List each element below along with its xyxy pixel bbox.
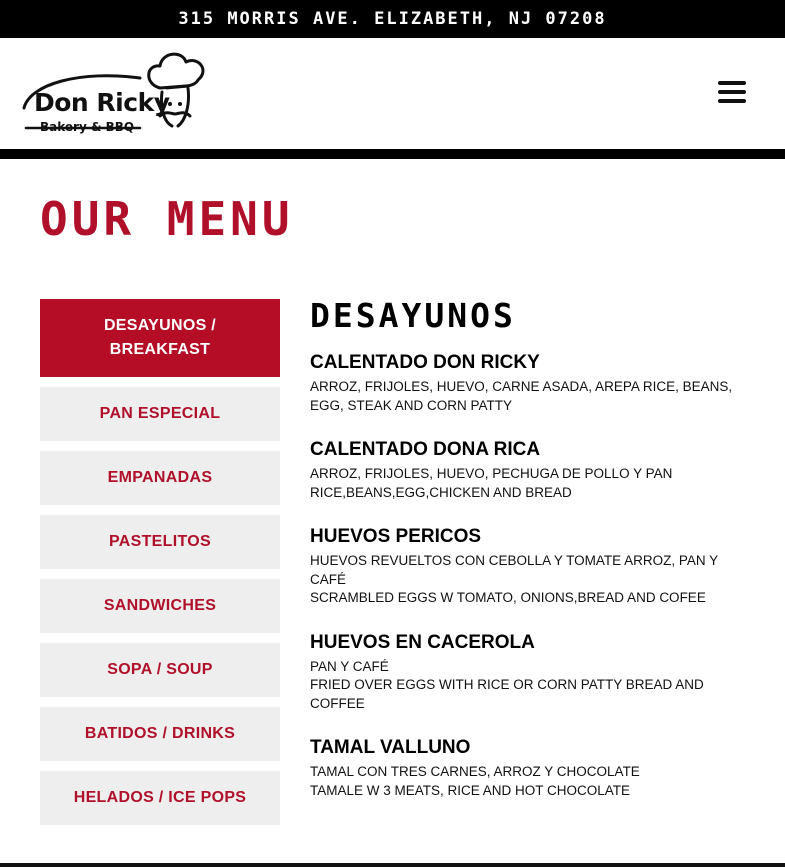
menu-bar — [718, 99, 746, 103]
site-header — [0, 38, 785, 149]
menu-bar — [718, 81, 746, 85]
footer-divider — [0, 863, 785, 867]
tab-pan-especial[interactable]: PAN ESPECIAL — [40, 387, 280, 441]
menu-item — [310, 526, 740, 608]
menu-item-name: HUEVOS PERICOS — [310, 526, 482, 547]
menu-item-name: HUEVOS EN CACEROLA — [310, 631, 535, 653]
menu-bar — [718, 90, 746, 94]
tab-batidos-drinks[interactable]: BATIDOS / DRINKS — [40, 707, 280, 761]
menu-category-tabs — [40, 299, 280, 835]
tab-sopa-soup[interactable]: SOPA / SOUP — [40, 643, 280, 697]
tab-empanadas[interactable]: EMPANADAS — [40, 451, 280, 505]
logo-name: Don Ricky — [34, 88, 170, 117]
menu-item-name: CALENTADO DON RICKY — [310, 352, 540, 373]
menu-item — [310, 439, 740, 502]
menu-item-description: ARROZ, FRIJOLES, HUEVO, PECHUGA DE POLLO Y PAN RICE,BEANS,EGG,CHICKEN AND BREAD — [310, 466, 673, 500]
menu-item — [310, 632, 740, 714]
section-heading: DESAYUNOS — [310, 296, 516, 335]
hamburger-menu-icon[interactable] — [716, 81, 748, 107]
menu-item-description: ARROZ, FRIJOLES, HUEVO, CARNE ASADA, AREPA RICE, BEANS, EGG, STEAK AND CORN PATTY — [310, 379, 733, 413]
logo[interactable] — [20, 48, 206, 140]
menu-item-name: CALENTADO DONA RICA — [310, 439, 541, 460]
tab-helados-ice-pops[interactable]: HELADOS / ICE POPS — [40, 771, 280, 825]
logo-tagline: Bakery & BBQ — [40, 120, 135, 134]
tab-sandwiches[interactable]: SANDWICHES — [40, 579, 280, 633]
menu-section — [310, 296, 740, 824]
menu-item-description: FRIED OVER EGGS WITH RICE OR CORN PATTY BREAD AND COFFEE — [310, 677, 704, 711]
header-divider — [0, 149, 785, 159]
menu-item-description: TAMALE W 3 MEATS, RICE AND HOT CHOCOLATE — [310, 782, 631, 798]
menu-item-description: TAMAL CON TRES CARNES, ARROZ Y CHOCOLATE — [310, 764, 640, 779]
menu-item-name: TAMAL VALLUNO — [310, 737, 471, 758]
tab-pastelitos[interactable]: PASTELITOS — [40, 515, 280, 569]
menu-item-description: HUEVOS REVUELTOS CON CEBOLLA Y TOMATE ARROZ, PAN Y CAFÉ — [310, 553, 718, 587]
address-bar — [0, 0, 785, 38]
menu-item-description: PAN Y CAFÉ — [310, 658, 389, 674]
menu-item-description: SCRAMBLED EGGS W TOMATO, ONIONS,BREAD AND COFEE — [310, 590, 706, 605]
menu-item — [310, 352, 740, 415]
page-title: OUR MENU — [40, 192, 294, 246]
address-text: 315 MORRIS AVE. ELIZABETH, NJ 07208 — [178, 9, 607, 29]
tab-desayunos-breakfast[interactable]: DESAYUNOS / BREAKFAST — [40, 299, 280, 377]
menu-item — [310, 737, 740, 800]
